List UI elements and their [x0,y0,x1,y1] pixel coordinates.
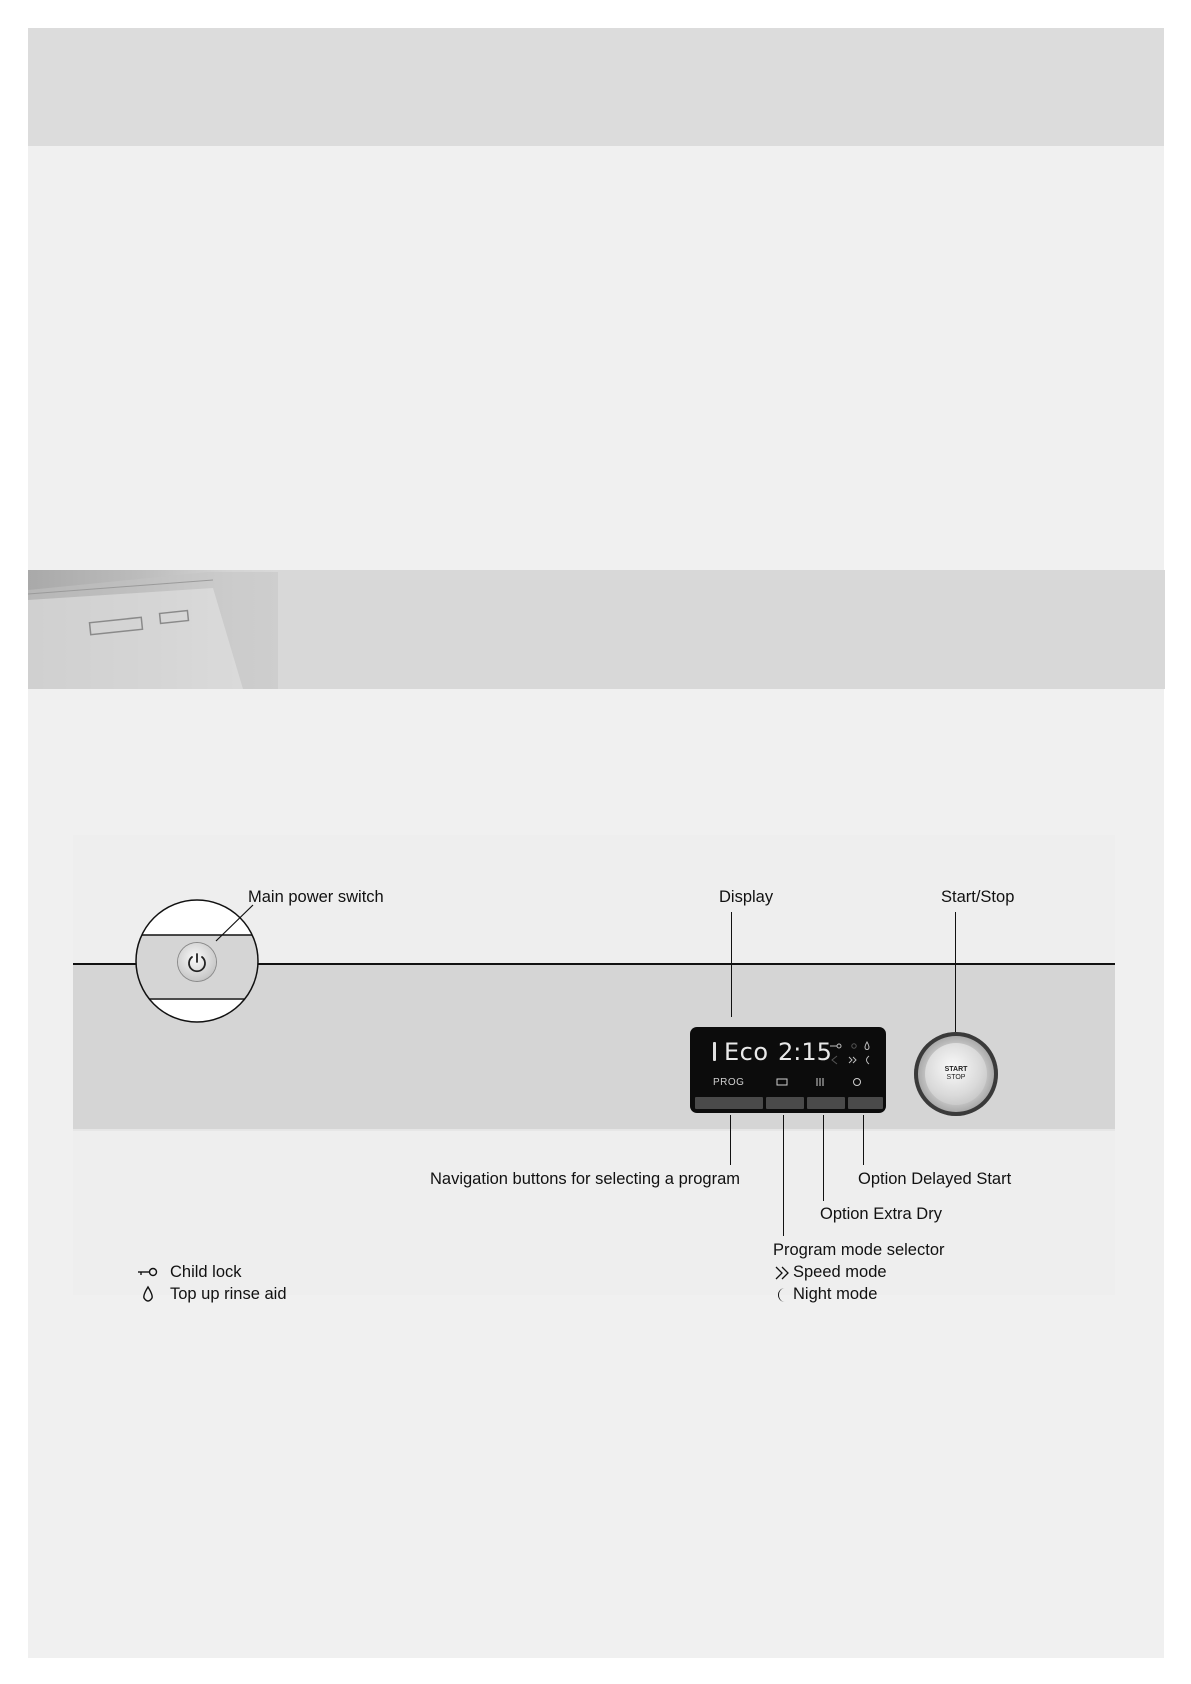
knob-label-stop: STOP [946,1074,966,1081]
program-mode-icon [777,1079,787,1085]
nav-button-prog[interactable] [695,1097,763,1109]
display-leader [731,912,732,1017]
label-child-lock: Child lock [170,1263,242,1281]
start-stop-leader [955,912,956,1047]
display-status-icons [828,1039,882,1069]
extra-dry-button[interactable] [807,1097,845,1109]
label-option-extra-dry: Option Extra Dry [820,1205,942,1223]
knob-label-start: START [944,1066,968,1073]
navigation-leader [730,1115,731,1165]
display-cursor [713,1042,716,1061]
top-header-band [28,28,1164,146]
double-chevron-icon [774,1264,792,1282]
label-program-mode-selector: Program mode selector [773,1241,945,1259]
label-speed-mode: Speed mode [793,1263,887,1281]
display-program: Eco [724,1038,769,1066]
key-icon [137,1264,159,1280]
delayed-start-icon [854,1079,861,1086]
start-stop-knob-face [925,1043,987,1105]
program-mode-button[interactable] [766,1097,804,1109]
power-icon [178,943,216,981]
extra-dry-icon [817,1078,823,1086]
delayed-start-leader [863,1115,864,1165]
section-header-band [28,570,1165,689]
display-time: 2:15 [778,1038,832,1066]
label-display: Display [719,888,774,906]
dishwasher-photo [28,570,278,689]
power-button[interactable] [178,943,216,981]
drop-icon [141,1285,155,1303]
label-start-stop: Start/Stop [941,888,1015,906]
extra-dry-leader [823,1115,824,1201]
moon-icon [774,1286,790,1304]
label-top-up-rinse-aid: Top up rinse aid [170,1285,287,1303]
display-panel [690,1027,886,1113]
label-navigation-buttons: Navigation buttons for selecting a program [430,1170,741,1188]
start-stop-knob[interactable] [914,1032,998,1116]
display-button-label-prog: PROG [713,1077,745,1088]
label-main-power-switch: Main power switch [248,888,384,906]
label-option-delayed-start: Option Delayed Start [858,1170,1012,1188]
dishwasher-illustration [28,570,278,689]
display-option-icons [775,1076,885,1090]
power-switch-leader [215,904,255,947]
delayed-start-button[interactable] [848,1097,883,1109]
label-night-mode: Night mode [793,1285,878,1303]
program-mode-leader [783,1115,784,1236]
